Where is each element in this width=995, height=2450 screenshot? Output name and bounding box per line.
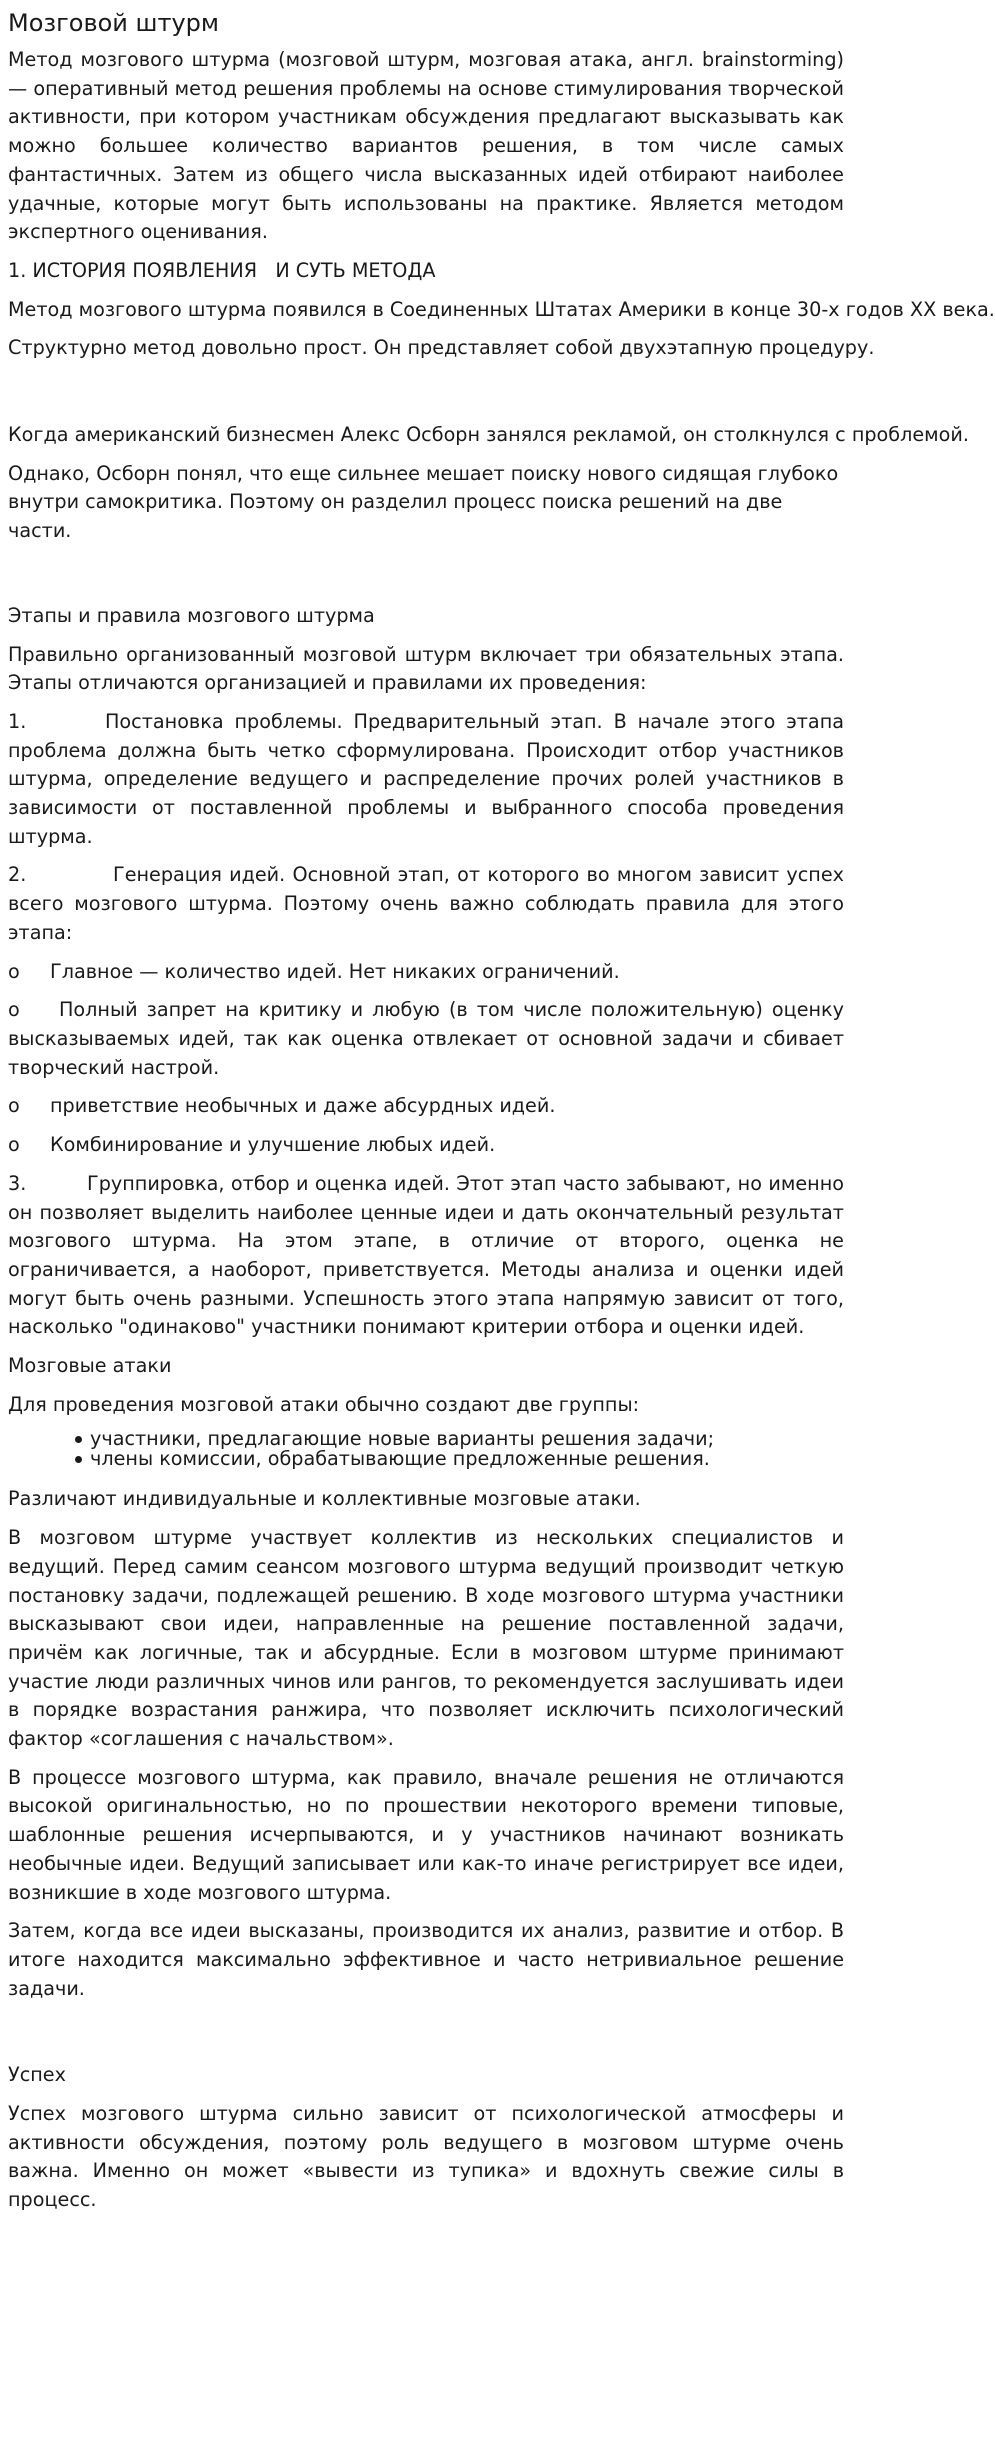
rule-text: Комбинирование и улучшение любых идей.	[50, 1133, 496, 1157]
stage-text: Постановка проблемы. Предварительный этап. В начале этого этапа проблема должна быть четко сформулирована. Происходит отбор участников штурма, определение ведущего и распределение прочих ролей участников в зависимости от поставленной проблемы и выбранного способа проведения штурма.	[8, 709, 844, 848]
rule-marker: o	[8, 1133, 20, 1157]
list-item: участники, предлагающие новые варианты решения задачи;	[90, 1429, 844, 1449]
groups-list	[8, 1429, 844, 1469]
rule-item	[8, 958, 844, 987]
section-heading-stages: Этапы и правила мозгового штурма	[8, 603, 375, 627]
attacks-paragraph-1: В мозговом штурме участвует коллектив из нескольких специалистов и ведущий. Перед самим сеансом мозгового штурма ведущий производит четкую постановку задачи, подлежащей решению. В ходе мозгового штурма участники высказывают свои идеи, направленные на решение поставленной задачи, причём как логичные, так и абсурдные. Если в мозговом штурме принимают участие люди различных чинов или рангов, то рекомендуется заслушивать идеи в порядке возрастания ранжира, что позволяет исключить психологический фактор «соглашения с начальством».	[8, 1526, 844, 1751]
stage-number: 1.	[8, 709, 27, 733]
groups-intro: Для проведения мозговой атаки обычно создают две группы:	[8, 1392, 640, 1416]
rule-text: Полный запрет на критику и любую (в том числе положительную) оценку высказываемых идей, так как оценка отвлекает от основной задачи и сбивает творческий настрой.	[8, 998, 844, 1079]
stage-number: 3.	[8, 1171, 27, 1195]
attack-types: Различают индивидуальные и коллективные мозговые атаки.	[8, 1487, 641, 1511]
stage-1	[8, 708, 844, 852]
history-paragraph-2: Структурно метод довольно прост. Он представляет собой двухэтапную процедуру.	[8, 336, 875, 360]
section-heading-attacks: Мозговые атаки	[8, 1354, 172, 1378]
section-heading-history: 1. ИСТОРИЯ ПОЯВЛЕНИЯ И СУТЬ МЕТОДА	[8, 258, 436, 282]
attacks-paragraph-3: Затем, когда все идеи высказаны, производится их анализ, развитие и отбор. В итоге находится максимально эффективное и часто нетривиальное решение задачи.	[8, 1919, 844, 2000]
attacks-paragraph-2: В процессе мозгового штурма, как правило, вначале решения не отличаются высокой оригинальностью, но по прошествии некоторого времени типовые, шаблонные решения исчерпываются, и у участников начинают возникать необычные идеи. Ведущий записывает или как-то иначе регистрирует все идеи, возникшие в ходе мозгового штурма.	[8, 1765, 844, 1904]
rule-text: приветствие необычных и даже абсурдных идей.	[50, 1094, 556, 1118]
blank-space	[8, 2013, 844, 2061]
stage-2	[8, 861, 844, 947]
history-paragraph-3: Когда американский бизнесмен Алекс Осборн занялся рекламой, он столкнулся с проблемой.	[8, 423, 969, 447]
page-title: Мозговой штурм	[8, 9, 219, 37]
stage-text: Генерация идей. Основной этап, от которого во многом зависит успех всего мозгового штурма. Поэтому очень важно соблюдать правила для этого этапа:	[8, 863, 844, 944]
section-heading-success: Успех	[8, 2063, 66, 2087]
rule-text: Главное — количество идей. Нет никаких ограничений.	[50, 959, 620, 983]
success-paragraph: Успех мозгового штурма сильно зависит от психологической атмосферы и активности обсуждения, поэтому роль ведущего в мозговом штурме очень важна. Именно он может «вывести из тупика» и вдохнуть свежие силы в процесс.	[8, 2102, 844, 2212]
rule-marker: o	[8, 998, 20, 1022]
document-body	[8, 6, 995, 2215]
rule-marker: o	[8, 1094, 20, 1118]
document-page	[8, 0, 995, 2225]
intro-paragraph: Метод мозгового штурма (мозговой штурм, мозговая атака, англ. brainstorming) — оперативный метод решения проблемы на основе стимулирования творческой активности, при котором участникам обсуждения предлагают высказывать как можно большее количество вариантов решения, в том числе самых фантастичных. Затем из общего числа высказанных идей отбирают наиболее удачные, которые могут быть использованы на практике. Является методом экспертного оценивания.	[8, 48, 844, 244]
rule-marker: o	[8, 959, 20, 983]
history-paragraph-1: Метод мозгового штурма появился в Соединенных Штатах Америки в конце 30-х годов XX века.	[8, 297, 995, 321]
stage-number: 2.	[8, 863, 27, 887]
rule-item	[8, 1131, 844, 1160]
history-paragraph-4: Однако, Осборн понял, что еще сильнее мешает поиску нового сидящая глубоко внутри самокритика. Поэтому он разделил процесс поиска решений на две части.	[8, 461, 839, 543]
blank-space	[8, 373, 844, 421]
rule-item	[8, 996, 844, 1082]
blank-space	[8, 556, 844, 602]
stage-3	[8, 1170, 844, 1342]
stage-text: Группировка, отбор и оценка идей. Этот этап часто забывают, но именно он позволяет выделить наиболее ценные идеи и дать окончательный результат мозгового штурма. На этом этапе, в отличие от второго, оценка не ограничивается, а наоборот, приветствуется. Методы анализа и оценки идей могут быть очень разными. Успешность этого этапа напрямую зависит от того, насколько "одинаково" участники понимают критерии отбора и оценки идей.	[8, 1171, 844, 1339]
list-item: члены комиссии, обрабатывающие предложенные решения.	[90, 1449, 844, 1469]
stages-intro: Правильно организованный мозговой штурм включает три обязательных этапа. Этапы отличаются организацией и правилами их проведения:	[8, 642, 844, 695]
rule-item	[8, 1092, 844, 1121]
